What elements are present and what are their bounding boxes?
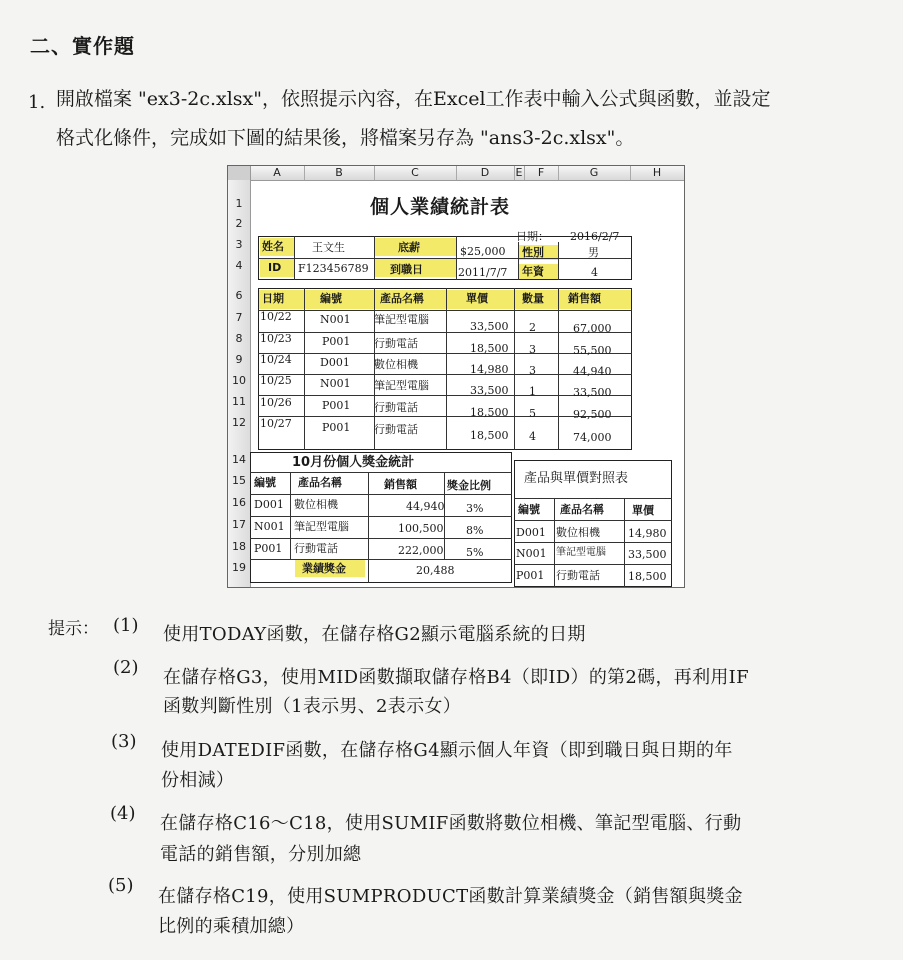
sales-cell-price: 33,500 [470, 384, 509, 397]
hint-number: (5) [108, 875, 134, 896]
sales-cell-code: P001 [322, 421, 351, 434]
sales-cell-product: 筆記型電腦 [374, 313, 429, 326]
salary-value: $25,000 [460, 245, 506, 258]
col-header-a: A [250, 166, 305, 180]
sales-vline-4 [514, 288, 515, 450]
price-cell-code: D001 [516, 526, 546, 539]
bonus-header-ratio: 獎金比例 [447, 479, 491, 492]
row-header-15: 15 [232, 474, 246, 487]
sales-header-amount: 銷售額 [568, 292, 601, 305]
row-header-7: 7 [235, 311, 243, 324]
info-vline-4 [518, 242, 519, 280]
row-header-4: 4 [235, 259, 243, 272]
bonus-cell-product: 行動電話 [294, 542, 338, 555]
row-header-12: 12 [232, 416, 246, 429]
sales-cell-product: 數位相機 [374, 358, 418, 371]
row-header-6: 6 [235, 289, 243, 302]
sales-cell-price: 18,500 [470, 406, 509, 419]
bonus-cell-ratio: 8% [466, 524, 484, 537]
bonus-cell-ratio: 5% [466, 546, 484, 559]
row-header-11: 11 [232, 395, 246, 408]
row-header-bar [228, 180, 251, 587]
price-header-divider [514, 520, 672, 521]
sales-cell-date: 10/22 [260, 310, 292, 323]
sales-cell-qty: 1 [529, 385, 536, 398]
sales-cell-date: 10/24 [260, 353, 292, 366]
price-cell-code: P001 [516, 569, 545, 582]
price-table-title: 產品與單價對照表 [524, 471, 629, 486]
row-header-19: 19 [232, 561, 246, 574]
sales-cell-qty: 2 [529, 321, 536, 334]
spreadsheet-figure [227, 165, 685, 588]
bonus-cell-amount: 100,500 [398, 522, 444, 535]
sales-vline-1 [304, 288, 305, 450]
sales-cell-qty: 5 [529, 407, 536, 420]
col-header-b: B [304, 166, 375, 180]
hint-number: (2) [113, 657, 139, 678]
hint-text-line: 在儲存格C16～C18，使用SUMIF函數將數位相機、筆記型電腦、行動 [160, 813, 742, 834]
hint-text-line: 使用DATEDIF函數，在儲存格G4顯示個人年資（即到職日與日期的年 [161, 740, 733, 761]
hint-number: (1) [113, 615, 139, 636]
row-header-3: 3 [235, 238, 243, 251]
bonus-header-code: 編號 [254, 476, 276, 489]
row-header-10: 10 [232, 374, 246, 387]
sales-cell-code: N001 [320, 377, 351, 390]
sales-cell-code: N001 [320, 313, 351, 326]
bonus-total-label: 業績獎金 [302, 562, 346, 575]
sales-cell-amount: 33,500 [573, 386, 612, 399]
hint-number: (3) [111, 731, 137, 752]
sales-cell-amount: 92,500 [573, 408, 612, 421]
hint-number: (4) [110, 803, 136, 824]
column-header-bar [228, 166, 684, 181]
info-divider [258, 258, 632, 259]
info-vline-5 [558, 242, 559, 280]
col-header-d: D [456, 166, 515, 180]
sales-cell-date: 10/23 [260, 332, 292, 345]
price-vline-1 [554, 498, 555, 587]
bonus-total-value: 20,488 [416, 564, 455, 577]
row-header-8: 8 [235, 332, 243, 345]
price-header-code: 編號 [518, 503, 540, 516]
row-header-16: 16 [232, 496, 246, 509]
price-cell-product: 筆記型電腦 [556, 547, 606, 558]
sales-vline-3 [446, 288, 447, 450]
col-header-c: C [374, 166, 457, 180]
sales-cell-date: 10/25 [260, 374, 292, 387]
sales-header-divider [258, 310, 632, 311]
sales-cell-code: P001 [322, 335, 351, 348]
section-title: 二、實作題 [30, 34, 135, 58]
question-number: 1. [28, 92, 46, 113]
sales-cell-price: 18,500 [470, 429, 509, 442]
hint-text-line: 函數判斷性別（1表示男、2表示女） [163, 696, 462, 717]
info-vline-1 [294, 236, 295, 280]
id-value: F123456789 [298, 262, 369, 275]
bonus-cell-product: 筆記型電腦 [294, 520, 349, 533]
bonus-cell-product: 數位相機 [294, 498, 338, 511]
sales-cell-amount: 55,500 [573, 344, 612, 357]
hint-label: 提示： [48, 619, 99, 639]
row-header-14: 14 [232, 453, 246, 466]
sales-cell-qty: 4 [529, 430, 536, 443]
price-cell-product: 行動電話 [556, 569, 600, 582]
sales-cell-amount: 44,940 [573, 365, 612, 378]
hire-value: 2011/7/7 [458, 266, 508, 279]
col-header-g: G [558, 166, 631, 180]
sales-cell-code: D001 [320, 356, 350, 369]
sales-header-price: 單價 [466, 292, 488, 305]
row-header-17: 17 [232, 518, 246, 531]
bonus-title: 10月份個人獎金統計 [292, 455, 415, 470]
info-vline-2 [374, 236, 375, 280]
question-text-line1: 開啟檔案 "ex3-2c.xlsx"，依照提示內容，在Excel工作表中輸入公式與函數，並設定 [56, 88, 771, 110]
sales-header-qty: 數量 [522, 292, 544, 305]
sales-cell-product: 行動電話 [374, 337, 418, 350]
date-value: 2016/2/7 [570, 230, 620, 243]
row-header-9: 9 [235, 353, 243, 366]
sales-cell-product: 行動電話 [374, 423, 418, 436]
hint-text-line: 在儲存格G3，使用MID函數擷取儲存格B4（即ID）的第2碼，再利用IF [163, 667, 749, 688]
name-label: 姓名 [262, 240, 284, 253]
sales-cell-date: 10/26 [260, 396, 292, 409]
hint-text-line: 在儲存格C19，使用SUMPRODUCT函數計算業績獎金（銷售額與獎金 [158, 886, 743, 907]
gender-value: 男 [588, 246, 599, 259]
price-header-product: 產品名稱 [560, 503, 604, 516]
price-row-line-2 [514, 564, 672, 565]
price-cell-price: 14,980 [628, 527, 667, 540]
price-row-line-1 [514, 542, 672, 543]
sales-cell-product: 行動電話 [374, 401, 418, 414]
bonus-cell-code: P001 [254, 542, 283, 555]
sheet-title: 個人業績統計表 [370, 196, 511, 218]
col-header-h: H [630, 166, 685, 180]
bonus-cell-amount: 222,000 [398, 544, 444, 557]
bonus-vline-2 [368, 472, 369, 583]
bonus-cell-code: N001 [254, 520, 285, 533]
row-header-1: 1 [235, 197, 243, 210]
hint-text-line: 電話的銷售額，分別加總 [160, 844, 362, 865]
sheet-corner [228, 166, 251, 181]
salary-label: 底薪 [398, 241, 420, 254]
sales-cell-code: P001 [322, 399, 351, 412]
price-cell-price: 33,500 [628, 548, 667, 561]
years-value: 4 [591, 266, 598, 279]
years-label: 年資 [522, 265, 544, 278]
bonus-row-line-3 [250, 559, 512, 560]
date-label: 日期： [516, 230, 549, 243]
price-vline-2 [624, 498, 625, 587]
sales-cell-product: 筆記型電腦 [374, 379, 429, 392]
col-header-f: F [524, 166, 559, 180]
sales-cell-price: 14,980 [470, 363, 509, 376]
sales-vline-5 [558, 288, 559, 450]
sales-cell-price: 18,500 [470, 342, 509, 355]
price-cell-price: 18,500 [628, 570, 667, 583]
price-title-divider [514, 498, 672, 499]
row-header-18: 18 [232, 540, 246, 553]
price-cell-product: 數位相機 [556, 526, 600, 539]
hire-label: 到職日 [390, 263, 423, 276]
id-label: ID [268, 261, 282, 274]
col-header-e: E [514, 166, 525, 180]
bonus-cell-ratio: 3% [466, 502, 484, 515]
sales-header-product: 產品名稱 [380, 292, 424, 305]
row-header-2: 2 [235, 217, 243, 230]
price-cell-code: N001 [516, 547, 547, 560]
bonus-header-amount: 銷售額 [384, 478, 417, 491]
info-vline-3 [456, 236, 457, 280]
sales-cell-amount: 74,000 [573, 431, 612, 444]
sales-cell-qty: 3 [529, 343, 536, 356]
sales-cell-qty: 3 [529, 364, 536, 377]
bonus-vline-1 [290, 472, 291, 559]
question-text-line2: 格式化條件，完成如下圖的結果後，將檔案另存為 "ans3-2c.xlsx"。 [56, 127, 635, 149]
name-value: 王文生 [312, 241, 345, 254]
bonus-header-product: 產品名稱 [298, 476, 342, 489]
sales-header-code: 編號 [320, 292, 342, 305]
sales-cell-amount: 67,000 [573, 322, 612, 335]
sales-cell-date: 10/27 [260, 417, 292, 430]
sales-cell-price: 33,500 [470, 320, 509, 333]
bonus-cell-amount: 44,940 [406, 500, 445, 513]
hint-text-line: 份相減） [161, 770, 235, 791]
price-header-price: 單價 [632, 504, 654, 517]
bonus-cell-code: D001 [254, 498, 284, 511]
hint-text-line: 比例的乘積加總） [158, 916, 305, 937]
sales-header-date: 日期 [262, 292, 284, 305]
bonus-vline-3 [444, 472, 445, 559]
gender-label: 性別 [522, 246, 544, 259]
hint-text-line: 使用TODAY函數，在儲存格G2顯示電腦系統的日期 [163, 624, 586, 645]
